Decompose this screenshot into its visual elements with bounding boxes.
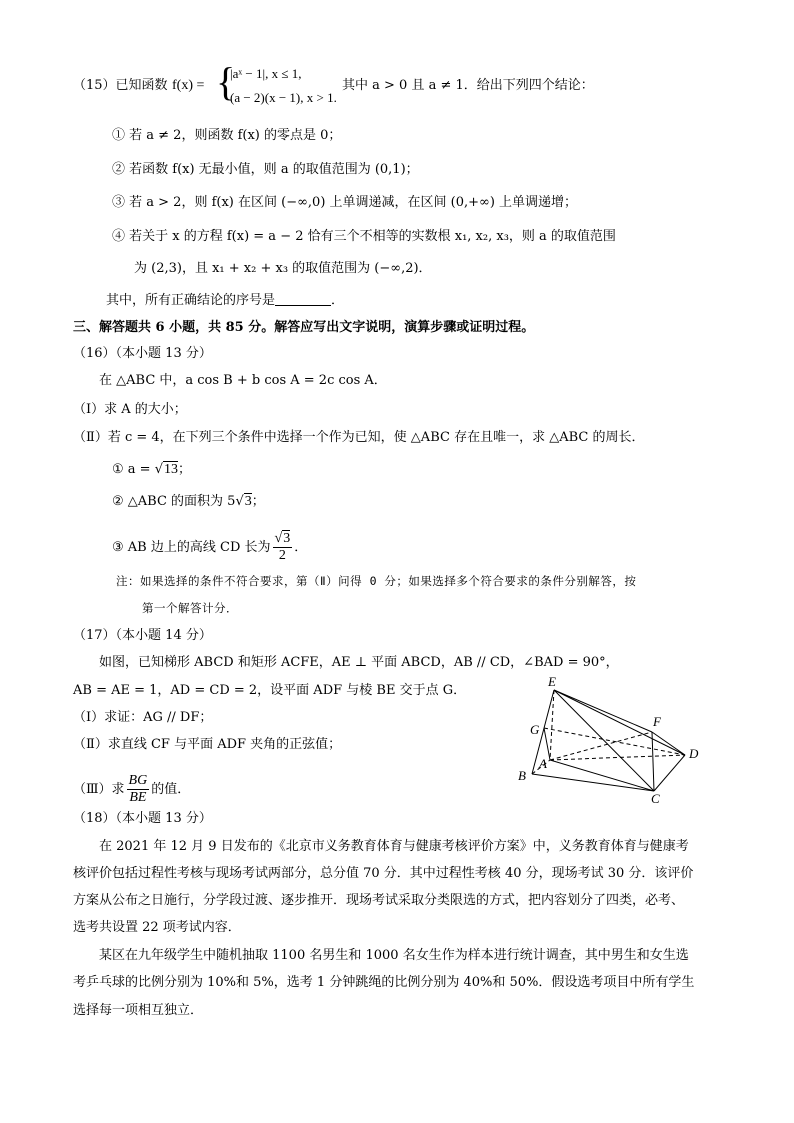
label-D: D (689, 746, 699, 761)
edge-AD (550, 755, 685, 760)
edge-FC (652, 732, 654, 791)
q15-conclusion-3: ③ 若 a > 2，则 f(x) 在区间 (−∞,0) 上单调递减，在区间 (0,+∞) 上单调递增； (112, 195, 578, 210)
q17-line-1: 如图，已知梯形 ABCD 和矩形 ACFE，AE ⊥ 平面 ABCD，AB // CD，∠BAD = 90°， (99, 655, 619, 670)
q15-question (106, 291, 344, 311)
q15-case1: |aˣ − 1|, x ≤ 1, (230, 66, 302, 81)
q18-heading: （18）（本小题 13 分） (73, 811, 212, 826)
q16-note-1: 注：如果选择的条件不符合要求，第（Ⅱ）问得 0 分；如果选择多个符合要求的条件分别解答，按 (116, 574, 637, 588)
q16-note-2: 第一个解答计分． (142, 601, 238, 615)
q15-func: f(x) = (172, 78, 205, 93)
q16-part-1: （Ⅰ）求 A 的大小； (73, 402, 187, 417)
geometry-figure (510, 676, 710, 806)
fraction-bg-over-be: $\frac{BG}{BE}$ (128, 773, 148, 805)
label-C: C (651, 791, 660, 806)
q16-heading: （16）（本小题 13 分） (73, 346, 212, 361)
q15-condition: 其中 a > 0 且 a ≠ 1．给出下列四个结论： (342, 78, 594, 93)
edge-BC (532, 774, 654, 791)
q17-part-2: （Ⅱ）求直线 CF 与平面 ADF 夹角的正弦值； (73, 737, 342, 752)
q15-ask-pre: 其中，所有正确结论的序号是 (106, 293, 276, 308)
edge-EF (554, 690, 652, 732)
q18-para1-line3: 方案从公布之日施行，分学段过渡、逐步推开．现场考试采取分类限选的方式，把内容划分了四类，必考、 (73, 893, 685, 908)
q18-para2-line3: 选择每一项相互独立． (73, 1003, 204, 1018)
answer-blank[interactable] (275, 291, 331, 306)
q15-conclusion-4b: 为 (2,3)，且 x₁ + x₂ + x₃ 的取值范围为 (−∞,2)． (134, 261, 432, 276)
label-E: E (548, 676, 556, 689)
fraction-sqrt3-over-2: $\frac{√3}{2}$ (274, 531, 291, 563)
q15-case2: (a − 2)(x − 1), x > 1. (230, 90, 337, 105)
q17-part-1: （Ⅰ）求证：AG // DF； (73, 710, 213, 725)
label-G: G (530, 722, 540, 737)
label-F: F (653, 714, 661, 729)
label-B: B (518, 768, 526, 783)
q15-conclusion-4a: ④ 若关于 x 的方程 f(x) = a − 2 恰有三个不相等的实数根 x₁, x₂, x₃，则 a 的取值范围 (112, 229, 616, 244)
q18-para2-line1: 某区在九年级学生中随机抽取 1100 名男生和 1000 名女生作为样本进行统计调查，其中男生和女生选 (99, 948, 689, 963)
q16-option-1: ① a = √13； (112, 462, 192, 477)
edge-ED (554, 690, 685, 755)
q18-para2-line2: 考乒乓球的比例分别为 10%和 5%，选考 1 分钟跳绳的比例分别为 40%和 50%．假设选考项目中所有学生 (73, 975, 695, 990)
q15-label: （15）已知函数 (73, 78, 168, 93)
q15-ask-post: ． (331, 293, 345, 308)
q15-conclusion-1: ① 若 a ≠ 2，则函数 f(x) 的零点是 0； (112, 128, 342, 143)
q16-part-2: （Ⅱ）若 c = 4，在下列三个条件中选择一个作为已知，使 △ABC 存在且唯一，求 △ABC 的周长． (73, 430, 645, 445)
q16-stem: 在 △ABC 中，a cos B + b cos A = 2c cos A． (99, 373, 387, 388)
edge-CD (654, 755, 685, 791)
q16-option-2: ② △ABC 的面积为 5√3； (112, 494, 265, 509)
q18-para1-line1: 在 2021 年 12 月 9 日发布的《北京市义务教育体育与健康考核评价方案》中，义务教育体育与健康考 (99, 839, 689, 854)
label-A: A (539, 756, 547, 771)
q15-brace: { (216, 59, 236, 104)
q17-line-2: AB = AE = 1，AD = CD = 2，设平面 ADF 与棱 BE 交于点 G． (73, 683, 467, 698)
section-3-heading: 三、解答题共 6 小题，共 85 分。解答应写出文字说明，演算步骤或证明过程。 (73, 320, 535, 335)
edge-EA (550, 690, 554, 760)
q18-para1-line4: 选考共设置 22 项考试内容． (73, 920, 241, 935)
q16-option-3: ③ AB 边上的高线 CD 长为 $\frac{√3}{2}$ ． (112, 531, 308, 563)
q17-heading: （17）（本小题 14 分） (73, 628, 212, 643)
q15-conclusion-2: ② 若函数 f(x) 无最小值，则 a 的取值范围为 (0,1)； (112, 162, 419, 177)
q17-part-3: （Ⅲ）求 $\frac{BG}{BE}$ 的值． (73, 773, 191, 805)
q18-para1-line2: 核评价包括过程性考核与现场考试两部分，总分值 70 分．其中过程性考核 40 分，现场考试 30 分．该评价 (73, 866, 694, 881)
